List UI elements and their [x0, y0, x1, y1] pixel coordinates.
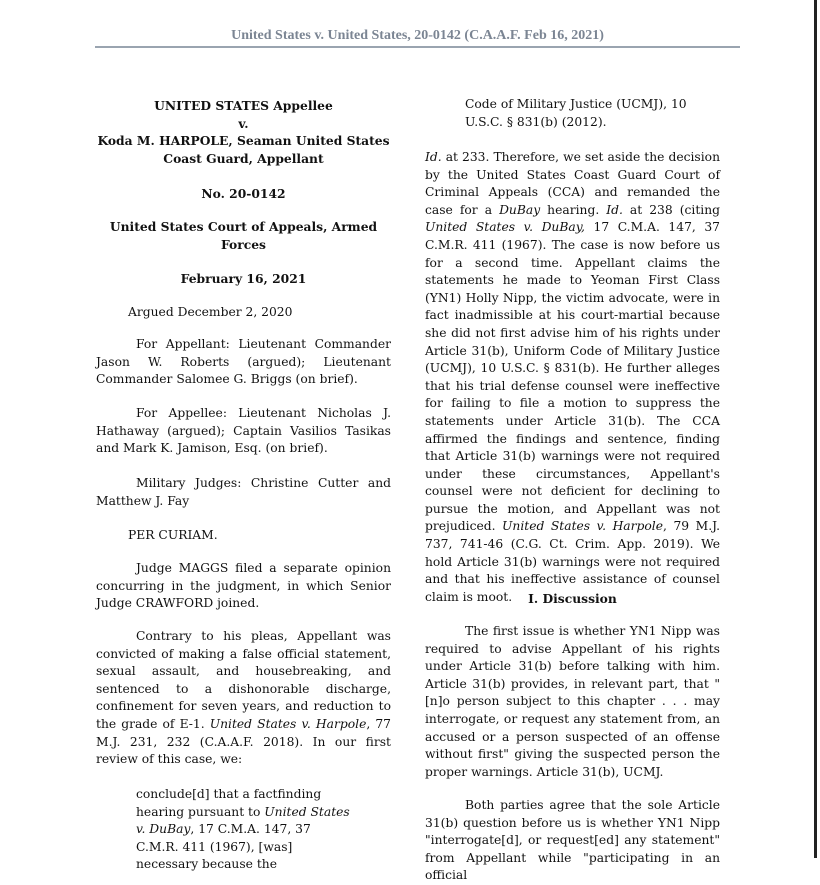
- per-curiam: PER CURIAM.: [128, 528, 218, 542]
- document-header: United States v. United States, 20-0142 (C.A.A.F. Feb 16, 2021): [231, 28, 604, 43]
- block-quote: conclude[d] that a factfinding hearing pursuant to United States v. DuBay, 17 C.M.A. 147, 37 C.M.R. 411 (1967), [was] necessary because the: [136, 787, 350, 872]
- section-heading: I. Discussion: [528, 591, 617, 606]
- block-quote-continued: Code of Military Justice (UCMJ), 10 U.S.C. § 831(b) (2012).: [465, 97, 687, 129]
- docket-number: No. 20-0142: [201, 186, 286, 201]
- page-edge: [814, 0, 817, 858]
- header-rule: [95, 46, 740, 48]
- opinion-paragraph: Id. at 233. Therefore, we set aside the decision by the United States Coast Guard Court of Criminal Appeals (CCA) and remanded the case for a DuBay hearing. Id. at 238 (citing United States v. DuBay, 17 C.M.A. 147, 37 C.M.R. 411 (1967). The case is now before us for a second time. Appellant claims the statements he made to Yeoman First Class (YN1) Holly Nipp, the victim advocate, were in fact inadmissible at his court-martial because she did not first advise him of his rights under Article 31(b), Uniform Code of Military Justice (UCMJ), 10 U.S.C. § 831(b). He further alleges that his trial defense counsel were ineffective for failing to file a motion to suppress the statements under Article 31(b). The CCA affirmed the findings and sentence, finding that Article 31(b) warnings were not required under these circumstances, Appellant's counsel were not deficient for declining to pursue the motion, and Appellant was not prejudiced. United States v. Harpole, 79 M.J. 737, 741-46 (C.G. Ct. Crim. App. 2019). We hold Article 31(b) warnings were not required and that his ineffective assistance of counsel claim is moot.: [425, 150, 721, 604]
- military-judges: Military Judges: Christine Cutter and Matthew J. Fay: [96, 476, 391, 508]
- opinion-paragraph: Both parties agree that the sole Article 31(b) question before us is whether YN1 Nipp "interrogate[d], or request[ed] any statement" from Appellant while "participating in an official: [425, 798, 720, 883]
- counsel-appellant: For Appellant: Lieutenant Commander Jason W. Roberts (argued); Lieutenant Commander Salomee G. Briggs (on brief).: [96, 337, 391, 387]
- opinion-paragraph: The first issue is whether YN1 Nipp was required to advise Appellant of his rights under Article 31(b) before talking with him. Article 31(b) provides, in relevant part, that "[n]o person subject to this chapter . . . may interrogate, or request any statement from, an accused or a person suspected of an offense without first" giving the suspected person the proper warnings. Article 31(b), UCMJ.: [425, 624, 720, 779]
- counsel-appellee: For Appellee: Lieutenant Nicholas J. Hathaway (argued); Captain Vasilios Tasikas and Mark K. Jamison, Esq. (on brief).: [96, 406, 391, 456]
- court-name: United States Court of Appeals, Armed Forces: [109, 219, 378, 252]
- case-caption: [96, 97, 391, 167]
- separate-opinion-note: Judge MAGGS filed a separate opinion concurring in the judgment, in which Senior Judge CRAWFORD joined.: [96, 561, 391, 611]
- caption-v: v.: [238, 115, 249, 131]
- caption-appellant: Koda M. HARPOLE, Seaman United States Coast Guard, Appellant: [97, 133, 390, 166]
- caption-appellee: UNITED STATES Appellee: [154, 98, 333, 113]
- decision-date: February 16, 2021: [180, 271, 307, 286]
- argued-date: Argued December 2, 2020: [128, 305, 293, 319]
- clipped-paragraph: [425, 798, 720, 883]
- opinion-paragraph: Contrary to his pleas, Appellant was convicted of making a false official statement, sexual assault, and housebreaking, and sentenced to a dishonorable discharge, confinement for seven years, and reduction to the grade of E-1. United States v. Harpole, 77 M.J. 231, 232 (C.A.A.F. 2018). In our first review of this case, we:: [96, 629, 391, 767]
